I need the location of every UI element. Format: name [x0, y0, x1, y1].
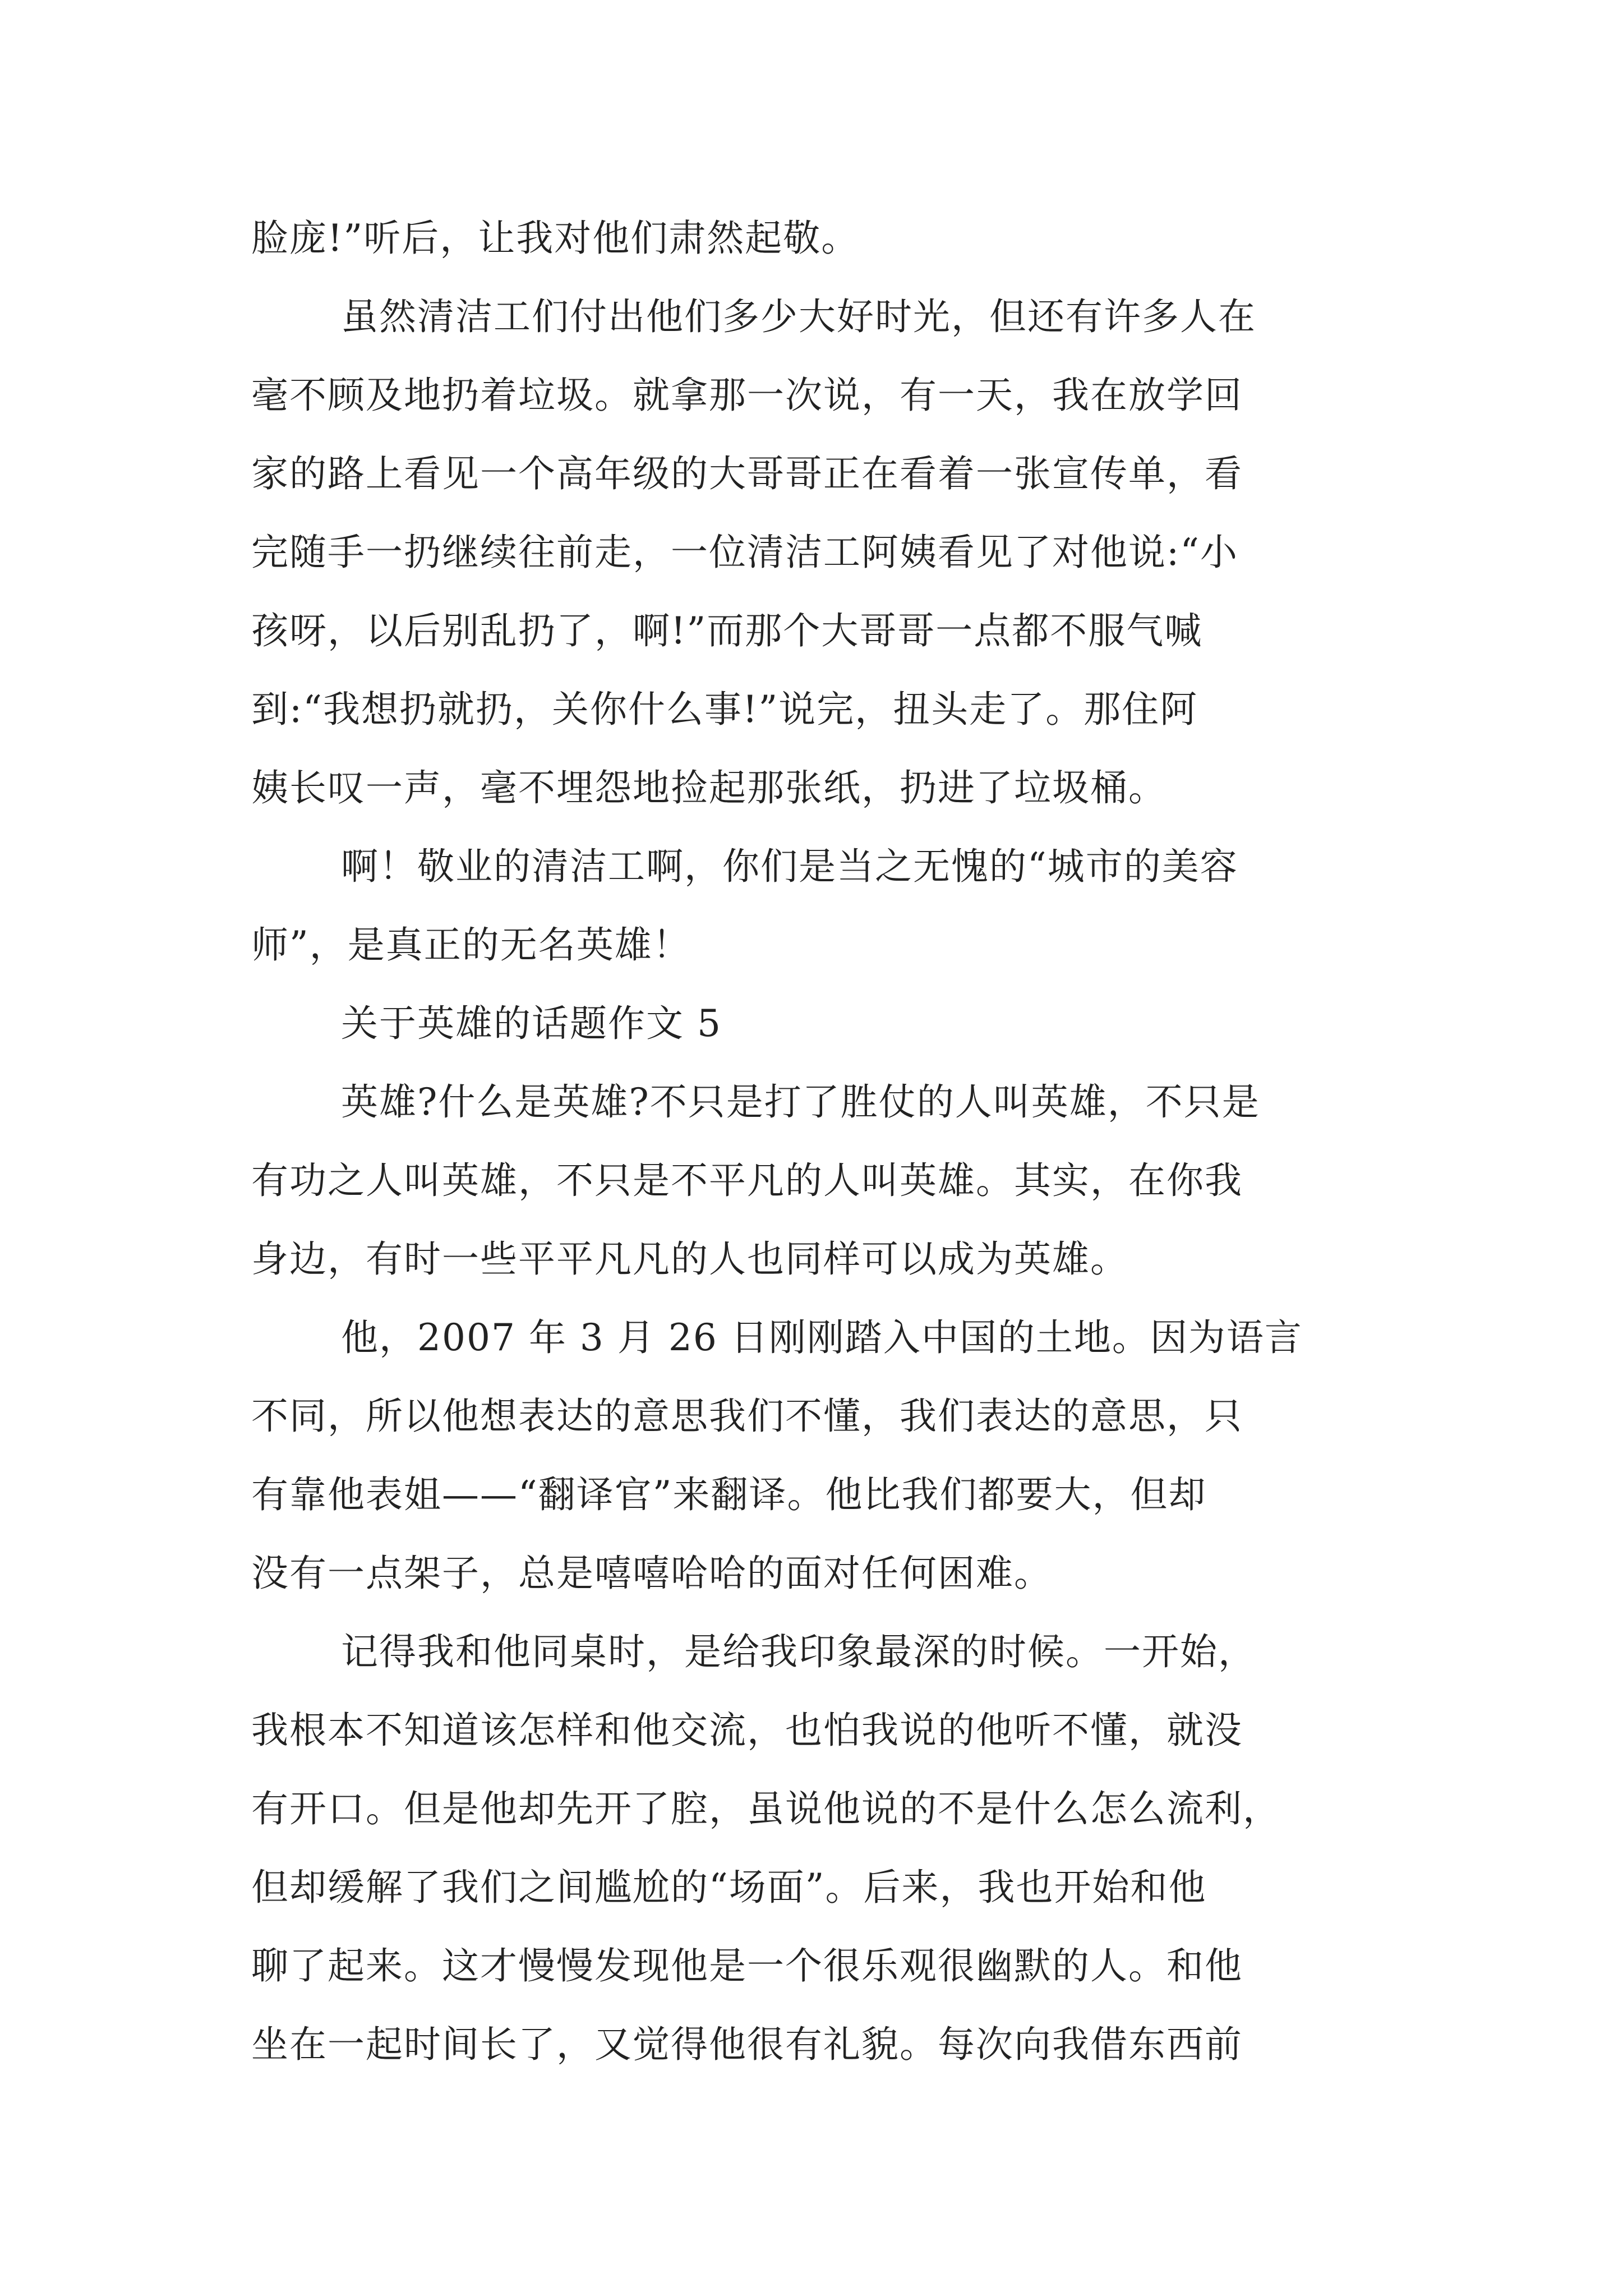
text-line: 啊！敬业的清洁工啊，你们是当之无愧的“城市的美容: [341, 845, 1238, 888]
text-line: 聊了起来。这才慢慢发现他是一个很乐观很幽默的人。和他: [251, 1944, 1243, 1987]
text-line: 关于英雄的话题作文 5: [341, 1002, 722, 1045]
text-line: 虽然清洁工们付出他们多少大好时光，但还有许多人在: [341, 295, 1256, 338]
text-line: 不同，所以他想表达的意思我们不懂，我们表达的意思，只: [251, 1395, 1243, 1438]
text-line: 姨长叹一声，毫不埋怨地捡起那张纸，扔进了垃圾桶。: [251, 766, 1166, 809]
text-line: 毫不顾及地扔着垃圾。就拿那一次说，有一天，我在放学回: [251, 374, 1243, 417]
text-line: 有功之人叫英雄，不只是不平凡的人叫英雄。其实，在你我: [251, 1159, 1243, 1202]
text-line: 英雄?什么是英雄?不只是打了胜仗的人叫英雄，不只是: [341, 1080, 1260, 1124]
text-line: 脸庞!”听后，让我对他们肃然起敬。: [251, 217, 860, 260]
essay-text: [251, 199, 1384, 2084]
text-line: 没有一点架子，总是嘻嘻哈哈的面对任何困难。: [251, 1552, 1052, 1595]
text-line: 有开口。但是他却先开了腔，虽说他说的不是什么怎么流利，: [251, 1787, 1281, 1830]
text-line: 坐在一起时间长了，又觉得他很有礼貌。每次向我借东西前: [251, 2023, 1243, 2066]
text-line: 但却缓解了我们之间尴尬的“场面”。后来，我也开始和他: [251, 1866, 1207, 1909]
text-line: 完随手一扔继续往前走，一位清洁工阿姨看见了对他说:“小: [251, 531, 1238, 574]
text-line: 我根本不知道该怎样和他交流，也怕我说的他听不懂，就没: [251, 1709, 1243, 1752]
text-line: 孩呀，以后别乱扔了，啊!”而那个大哥哥一点都不服气喊: [251, 609, 1203, 652]
text-line: 记得我和他同桌时，是给我印象最深的时候。一开始，: [341, 1630, 1256, 1673]
text-line: 师”，是真正的无名英雄！: [251, 923, 691, 967]
text-line: 他，2007 年 3 月 26 日刚刚踏入中国的土地。因为语言: [341, 1316, 1303, 1359]
text-line: 到:“我想扔就扔，关你什么事!”说完，扭头走了。那住阿: [251, 688, 1198, 731]
text-line: 有靠他表姐——“翻译官”来翻译。他比我们都要大，但却: [251, 1473, 1207, 1516]
text-line: 身边，有时一些平平凡凡的人也同样可以成为英雄。: [251, 1237, 1128, 1281]
text-line: 家的路上看见一个高年级的大哥哥正在看着一张宣传单，看: [251, 452, 1243, 495]
